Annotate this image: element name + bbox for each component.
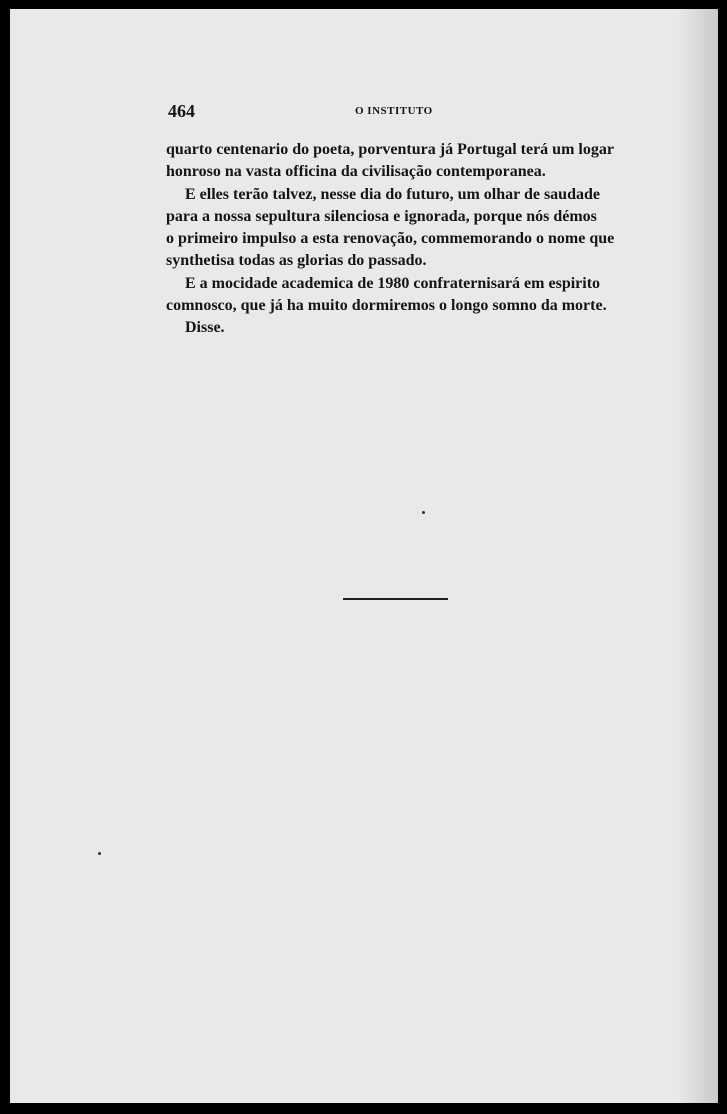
paragraph-3: [166, 273, 636, 318]
text-line: E a mocidade academica de 1980 confraternisará em espirito: [185, 274, 601, 292]
page-edge-shade: [678, 9, 718, 1103]
text-line: para a nossa sepultura silenciosa e ignorada, porque nós démos: [166, 207, 597, 225]
body-text: [166, 139, 636, 340]
ink-speck: [422, 511, 425, 514]
paragraph-1: [166, 139, 636, 184]
text-line: quarto centenario do poeta, porventura já Portugal terá um logar: [166, 141, 614, 158]
text-line: honroso na vasta officina da civilisação contemporanea.: [166, 163, 546, 181]
text-line: o primeiro impulso a esta renovação, commemorando o nome que: [166, 230, 615, 248]
text-line: synthetisa todas as glorias do passado.: [166, 252, 427, 270]
signoff: Disse.: [185, 319, 225, 337]
page-number: 464: [168, 101, 195, 121]
text-line: comnosco, que já ha muito dormiremos o longo somno da morte.: [166, 297, 607, 315]
running-head: O INSTITUTO: [355, 105, 433, 117]
paragraph-2: [166, 184, 636, 273]
section-rule: [343, 598, 448, 600]
text-line: E elles terão talvez, nesse dia do futuro, um olhar de saudade: [185, 185, 600, 203]
ink-speck: [98, 852, 101, 855]
page-header: [158, 101, 648, 123]
